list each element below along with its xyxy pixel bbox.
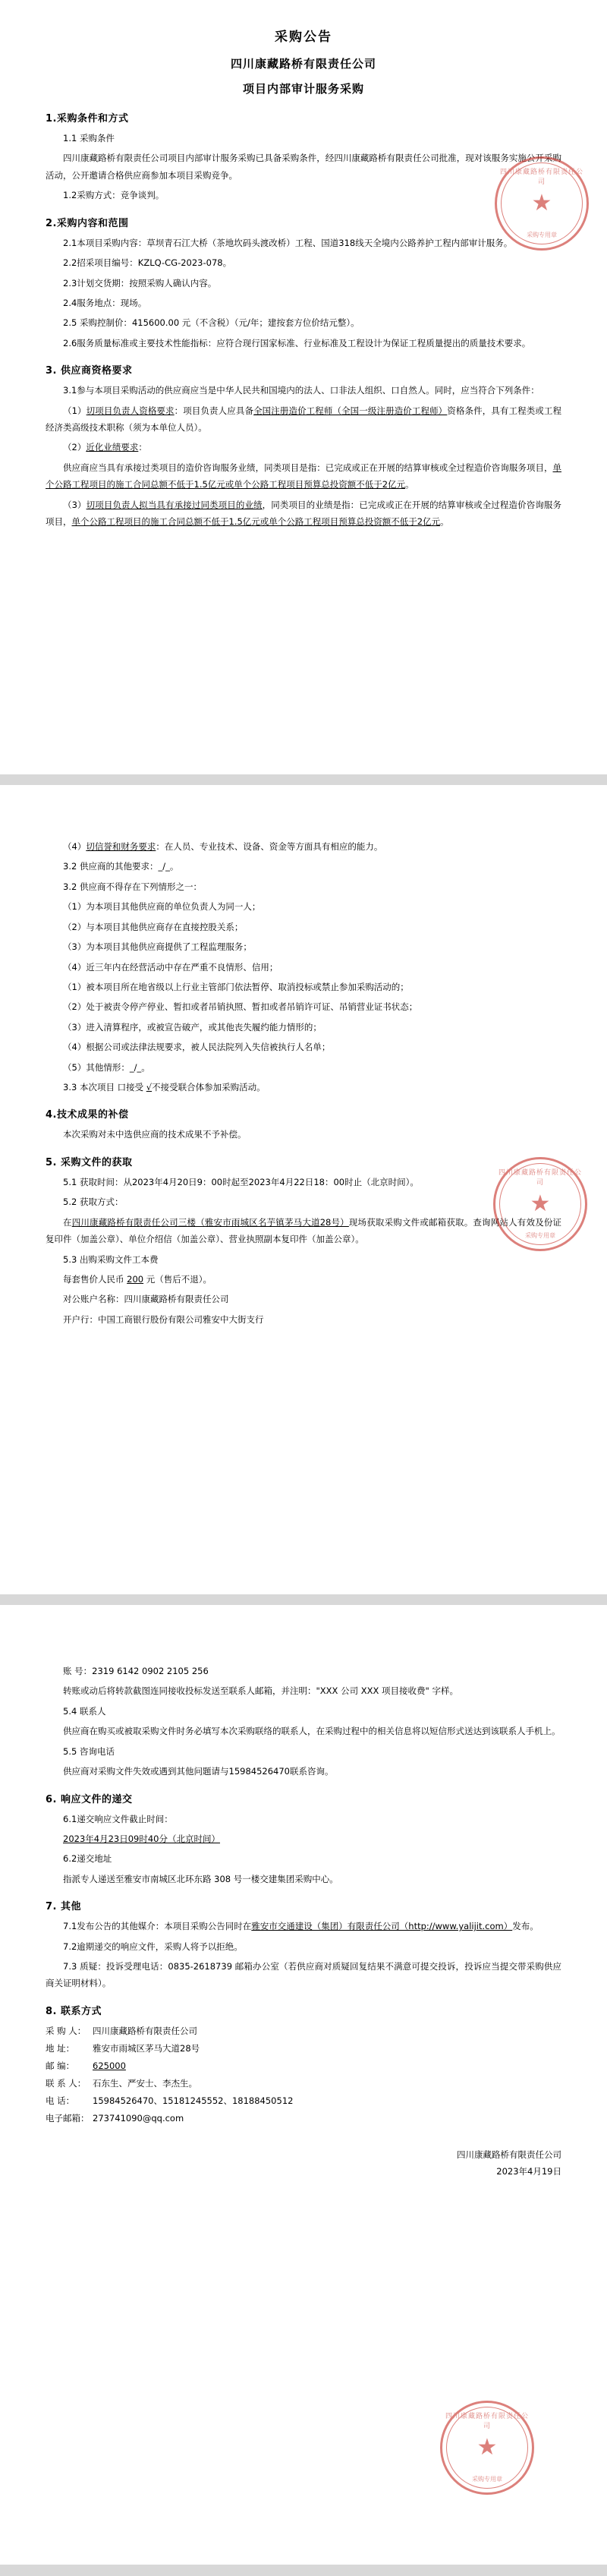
- section-heading-4: 4.技术成果的补偿: [46, 1109, 129, 1121]
- paragraph: 5.2 获取方式：: [63, 1197, 124, 1208]
- contact-label: 地 址：: [46, 2042, 75, 2054]
- paragraph: 供应商应当具有承接过类项目的造价咨询服务业绩，同类项目是指：已完成或正在开展的结算审核或全过程造价咨询服务项目，单个公路工程项目的施工合同总额不低于1.5亿元或单个公路工程项目预算总投资额不低于2亿元。: [46, 462, 561, 490]
- paragraph: 5.5 咨询电话: [63, 1745, 115, 1757]
- paragraph: 对公账户名称：四川康藏路桥有限责任公司: [63, 1294, 229, 1305]
- underlined-text: 2023年4月23日09时40分（北京时间）: [63, 1833, 220, 1844]
- seal-top-text: 四川康藏路桥有限责任公司: [499, 169, 583, 186]
- contact-row: [46, 2040, 561, 2057]
- underlined-text: 四川康藏路桥有限责任公司三楼（雅安市雨城区名芋镇茅马大道28号）: [71, 1216, 349, 1228]
- paragraph: （4）切信誉和财务要求：在人员、专业技术、设备、资金等方面具有相应的能力。: [63, 841, 383, 852]
- document-sheet-3: [0, 1594, 607, 2565]
- document-sheet-1: [0, 0, 607, 774]
- paragraph: 5.4 联系人: [63, 1705, 106, 1717]
- contact-value: 273741090@qq.com: [93, 2112, 184, 2124]
- underlined-text: 切项目负责人资格要求: [86, 405, 175, 416]
- seal-bottom-text: 采购专用章: [525, 1232, 555, 1239]
- underlined-text: 切项目负责人拟当具有承接过同类项目的业绩: [86, 499, 263, 510]
- paragraph: （4）根据公司或法律法规要求，被人民法院列入失信被执行人名单；: [63, 1042, 331, 1053]
- contact-value: 石东生、严安士、李杰生。: [93, 2077, 197, 2089]
- star-icon: ★: [530, 1190, 551, 1217]
- contact-label: 电子邮箱：: [46, 2112, 90, 2124]
- signature-date: 2023年4月19日: [496, 2165, 561, 2177]
- paragraph: [46, 1830, 561, 1847]
- paragraph: 1.2采购方式：竞争谈判。: [63, 190, 165, 201]
- paragraph: （3）进入清算程序，或被宣告破产，或其他丧失履约能力情形的；: [63, 1021, 322, 1033]
- paragraph: 3.1参与本项目采购活动的供应商应当是中华人民共和国境内的法人、口非法人组织、口自然人。同时，应当符合下列条件：: [63, 385, 539, 396]
- section-heading-8: 8. 联系方式: [46, 2005, 102, 2017]
- paragraph: 2.2招采项目编号：KZLQ-CG-2023-078。: [63, 257, 232, 269]
- paragraph: （2）与本项目其他供应商存在直接控股关系；: [63, 921, 244, 932]
- signature-block: [46, 2147, 561, 2180]
- paragraph: 5.1 获取时间：从2023年4月20日9：00时起至2023年4月22日18：00时止（北京时间）。: [63, 1176, 419, 1187]
- paragraph: （5）其他情形：_/_。: [63, 1061, 150, 1073]
- underlined-text: 雅安市交通建设（集团）有限责任公司（http://www.yalijit.com）: [251, 1921, 513, 1932]
- paragraph: 四川康藏路桥有限责任公司项目内部审计服务采购已具备采购条件，经四川康藏路桥有限责任公司批准，现对该服务实施公开采购活动，公开邀请合格供应商参加本项目采购竞争。: [46, 153, 561, 181]
- contact-row: [46, 2075, 561, 2092]
- paragraph: （2）近化业绩要求：: [63, 442, 147, 453]
- contact-label: 联 系 人：: [46, 2077, 86, 2089]
- star-icon: ★: [531, 190, 552, 216]
- underlined-text: 200: [127, 1274, 144, 1285]
- paragraph: （4）近三年内在经营活动中存在严重不良情形、信用；: [63, 961, 278, 973]
- star-icon: ★: [476, 2434, 498, 2461]
- paragraph: （2）处于被责令停产停业、暂扣或者吊销执照、暂扣或者吊销许可证、吊销营业证书状态；: [63, 1001, 418, 1013]
- paragraph: 5.3 出购采购文件工本费: [63, 1253, 159, 1265]
- paragraph: 7.2逾期递交的响应文件，采购人将予以拒绝。: [63, 1941, 243, 1952]
- seal-top-text: 四川康藏路桥有限责任公司: [498, 1169, 582, 1187]
- paragraph: 供应商在购买或被取采购文件时务必填写本次采购联络的联系人，在采购过程中的相关信息将以短信形式送达到该联系人手机上。: [63, 1726, 561, 1737]
- paragraph: 在四川康藏路桥有限责任公司三楼（雅安市雨城区名芋镇茅马大道28号）现场获取采购文件或邮箱获取。查询网站人有效及份证复印件（加盖公章）、单位介绍信（加盖公章）、营业执照副本复印件（加盖公章）。: [46, 1216, 561, 1245]
- paragraph: 1.1 采购条件: [63, 133, 115, 143]
- contact-label: 邮 编：: [46, 2060, 75, 2071]
- project-name: 项目内部审计服务采购: [242, 82, 364, 96]
- contact-value: 雅安市雨城区茅马大道28号: [93, 2042, 200, 2054]
- organization-name: 四川康藏路桥有限责任公司: [230, 57, 376, 71]
- paragraph: 7.3 质疑：投诉受理电话：0835-2618739 邮箱办公室（若供应商对质疑回复结果不满意可提交投诉，投诉应当提交带采购供应商关证明材料）。: [46, 1961, 561, 1989]
- paragraph: 指派专人递送至雅安市南城区北环东路 308 号一楼交建集团采购中心。: [63, 1873, 338, 1884]
- section-heading-6: 6. 响应文件的递交: [46, 1793, 133, 1805]
- paragraph: 2.6服务质量标准或主要技术性能指标：应符合现行国家标准、行业标准及工程设计为保证工程质量提出的质量技术要求。: [63, 337, 531, 348]
- paragraph: 账 号：2319 6142 0902 2105 256: [63, 1666, 209, 1676]
- paragraph: 3.3 本次项目 口接受 √不接受联合体参加采购活动。: [63, 1082, 266, 1093]
- paragraph: 7.1发布公告的其他媒介：本项目采购公告同时在雅安市交通建设（集团）有限责任公司（http://www.yalijit.com）发布。: [63, 1921, 539, 1932]
- contact-row: [46, 2057, 561, 2075]
- underlined-text: √: [146, 1082, 153, 1093]
- paragraph: 转账或动后将转款截图连同接收投标发送至联系人邮箱，并注明："XXX 公司 XXX 项目接收费" 字样。: [63, 1685, 458, 1697]
- contact-row: [46, 2023, 561, 2040]
- document-sheet-2: [0, 774, 607, 1594]
- seal-inner-ring: [446, 2407, 528, 2489]
- page-title: 采购公告: [275, 30, 332, 45]
- paragraph: 3.2 供应商的其他要求：_/_。: [63, 861, 179, 872]
- paragraph: 2.4服务地点：现场。: [63, 297, 147, 308]
- paragraph: 3.2 供应商不得存在下列情形之一：: [63, 881, 202, 892]
- contact-label: 电 话：: [46, 2095, 75, 2106]
- paragraph: 开户行：中国工商银行股份有限公司雅安中大街支行: [63, 1313, 264, 1325]
- underlined-text: 全国注册造价工程师（全国一级注册造价工程师）: [253, 405, 448, 416]
- paragraph: 2.5 采购控制价：415600.00 元（不含税）（元/年；建按套方位价结元整）。: [63, 317, 360, 329]
- underlined-text: 单个公路工程项目的施工合同总额不低于1.5亿元或单个公路工程项目预算总投资额不低于2亿元: [71, 516, 441, 528]
- underlined-text: 单个公路工程项目的施工合同总额不低于1.5亿元或单个公路工程项目预算总投资额不低于2亿元: [46, 462, 561, 490]
- contact-label: 采 购 人：: [46, 2025, 86, 2036]
- section-heading-3: 3. 供应商资格要求: [46, 365, 133, 377]
- section-heading-5: 5. 采购文件的获取: [46, 1156, 133, 1168]
- document-title-block: [46, 26, 561, 96]
- contact-value: 15984526470、15181245552、18188450512: [93, 2095, 294, 2106]
- signature-company: 四川康藏路桥有限责任公司: [457, 2149, 561, 2160]
- paragraph: 每套售价人民币 200 元（售后不退）。: [63, 1274, 212, 1285]
- paragraph: （1）切项目负责人资格要求：项目负责人应具备全国注册造价工程师（全国一级注册造价工程师）资格条件，具有工程类或工程经济类高级技术职称（须为本单位人员）。: [46, 405, 562, 434]
- section-heading-1: 1.采购条件和方式: [46, 113, 129, 125]
- section-heading-7: 7. 其他: [46, 1901, 82, 1913]
- paragraph: （1）为本项目其他供应商的单位负责人为同一人；: [63, 901, 261, 913]
- underlined-text: 近化业绩要求: [86, 442, 139, 453]
- official-seal-3: [440, 2401, 534, 2495]
- paragraph: （1）被本项目所在地省级以上行业主管部门依法暂停、取消投标或禁止参加采购活动的；: [63, 981, 409, 992]
- seal-bottom-text: 采购专用章: [472, 2476, 502, 2483]
- paragraph: 2.1本项目采购内容：草坝青石江大桥（茶地坎码头渡改桥）工程、国道318线天全境内公路养护工程内部审计服务。: [63, 237, 513, 248]
- paragraph: 6.2递交地址: [63, 1853, 112, 1865]
- paragraph: 供应商对采购文件失效或遇到其他问题请与15984526470联系咨询。: [63, 1766, 334, 1777]
- contact-row: [46, 2110, 561, 2127]
- paragraph: （3）为本项目其他供应商提供了工程监理服务；: [63, 941, 252, 953]
- paragraph: 2.3计划交货期：按照采购人确认内容。: [63, 277, 217, 288]
- section-heading-2: 2.采购内容和范围: [46, 217, 129, 229]
- paragraph: （3）切项目负责人拟当具有承接过同类项目的业绩，同类项目的业绩是指：已完成或正在开展的结算审核或全过程造价咨询服务项目，单个公路工程项目的施工合同总额不低于1.5亿元或单个公路工程项目预算总投资额不低于2亿元。: [46, 499, 561, 528]
- paragraph: 6.1递交响应文件截止时间：: [63, 1813, 173, 1824]
- underlined-text: 切信誉和财务要求: [86, 841, 156, 852]
- seal-bottom-text: 采购专用章: [527, 232, 557, 238]
- seal-top-text: 四川康藏路桥有限责任公司: [445, 2413, 529, 2430]
- contact-value: 625000: [93, 2060, 126, 2071]
- paragraph: 本次采购对未中选供应商的技术成果不予补偿。: [63, 1129, 247, 1140]
- contact-row: [46, 2092, 561, 2110]
- contact-value: 四川康藏路桥有限责任公司: [93, 2025, 197, 2036]
